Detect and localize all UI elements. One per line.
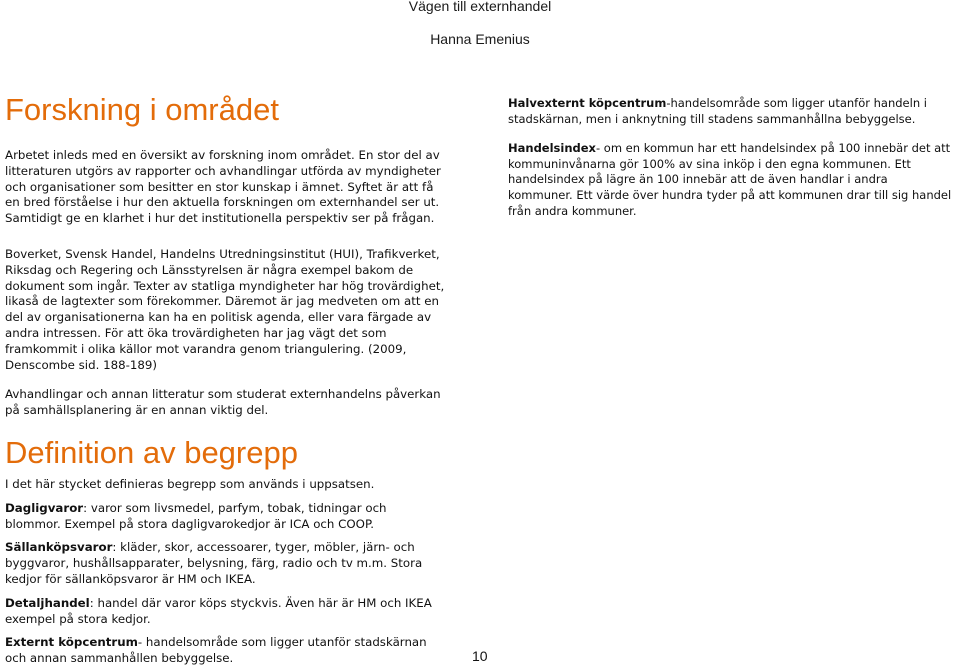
definition-term: Detaljhandel [5,595,90,610]
definition-separator: : [112,540,121,555]
definition-separator: : [83,500,91,515]
definition-term: Externt köpcentrum [5,635,138,650]
page-number: 10 [472,648,488,664]
definition-separator: - [137,635,146,650]
definition-text: om en kommun har ett handelsindex på 100 innebär det att kommuninvånarna gör 100% av sina inköp i den egna kommunen. Ett handelsindex på lägre än 100 innebär att de även handlar i andra kommuner. Ett värde över hundra tyder på att kommunen drar till sig handel från andra kommuner. [508,141,952,218]
definition-sallankopsvaror [5,540,445,587]
definition-text: kläder, skor, accessoarer, tyger, möbler, järn- och byggvaror, hushållsapparater, belysning, färg, radio och tv m.m. Stora kedjor för sällanköpsvaror är HM och IKEA. [5,540,423,586]
definition-separator: - [595,141,604,156]
definition-term: Dagligvaror [5,500,84,515]
definition-halvexternt-kopcentrum [508,96,953,127]
right-column [508,96,953,219]
heading-forskning: Forskning i området [5,92,279,127]
header-title: Vägen till externhandel [408,0,552,14]
definition-text: handelsområde som ligger utanför handeln i stadskärnan, men i anknytning till stadens sammanhållna bebyggelse. [508,96,927,126]
paragraph-definitions-intro: I det här stycket definieras begrepp som används i uppsatsen. [5,476,375,491]
paragraph-sources: Boverket, Svensk Handel, Handelns Utredningsinstitut (HUI), Trafikverket, Riksdag och Regering och Länsstyrelsen är några exempel bakom de dokument som ingår. Texter av statliga myndigheter har hög trovärdighet, likaså de lagtexter som förekommer. Däremot är jag medveten om att en del av organisationerna kan ha en politisk agenda, eller vara färgade av andra intressen. För att öka trovärdigheten har jag vägt det som framkommit i olika källor mot varandra genom triangulering. (2009, Denscombe sid. 188-189) [5,246,445,372]
definition-text: varor som livsmedel, parfym, tobak, tidningar och blommor. Exempel på stora dagligvarokedjor är ICA och COOP. [5,500,387,531]
definition-separator: - [666,96,671,110]
left-column [5,90,445,667]
heading-definitions: Definition av begrepp [5,434,298,470]
definition-term: Halvexternt köpcentrum [508,96,667,110]
definition-externt-kopcentrum [5,635,445,667]
paragraph-dissertations: Avhandlingar och annan litteratur som studerat externhandelns påverkan på samhällsplanering är en annan viktig del. [5,387,441,418]
definition-term: Sällanköpsvaror [5,540,113,555]
definition-dagligvaror [5,501,445,533]
header-author: Hanna Emenius [430,31,530,47]
definition-detaljhandel [5,596,445,628]
definition-handelsindex [508,141,953,219]
definition-text: handel där varor köps styckvis. Även här är HM och IKEA exempel på stora kedjor. [5,595,432,626]
definition-term: Handelsindex [508,141,596,156]
definition-separator: : [89,595,98,610]
definition-text: handelsområde som ligger utanför stadskärnan och annan sammanhållen bebyggelse. [5,635,427,666]
paragraph-intro: Arbetet inleds med en översikt av forskning inom området. En stor del av litteraturen utgörs av rapporter och avhandlingar utförda av myndigheter och organisationer som besitter en stor kunskap i ämnet. Syftet är att få en bred förståelse i hur den aktuella forskningen om externhandel ser ut. Samtidigt ge en klarhet i hur det institutionella perspektiv ser på frågan. [5,148,441,226]
